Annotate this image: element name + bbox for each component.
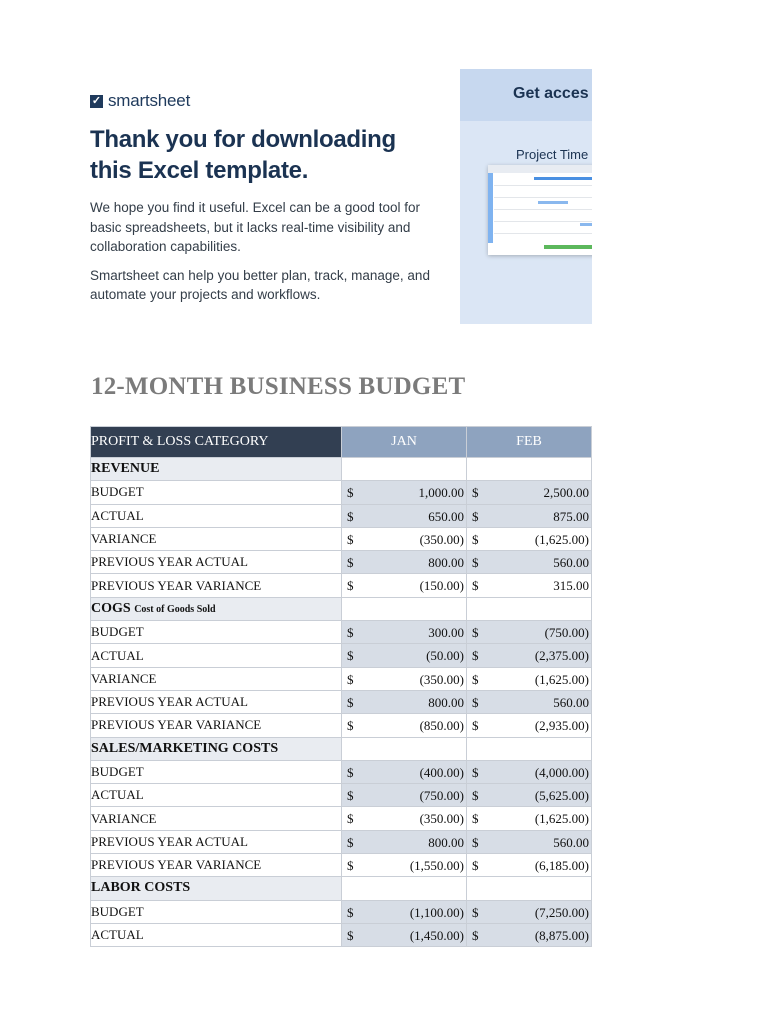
amount: 1,000.00 bbox=[418, 485, 464, 501]
currency-symbol: $ bbox=[347, 858, 354, 874]
table-row bbox=[91, 854, 592, 877]
value-cell-jan[interactable] bbox=[342, 551, 467, 574]
row-label[interactable]: BUDGET bbox=[91, 900, 342, 923]
row-label[interactable]: PREVIOUS YEAR VARIANCE bbox=[91, 854, 342, 877]
row-label[interactable]: ACTUAL bbox=[91, 923, 342, 946]
value-cell-feb[interactable] bbox=[467, 923, 592, 946]
value-cell-jan[interactable] bbox=[342, 784, 467, 807]
value-cell-jan[interactable] bbox=[342, 504, 467, 527]
value-cell-feb[interactable] bbox=[467, 807, 592, 830]
column-header-jan[interactable]: JAN bbox=[342, 427, 467, 458]
budget-table bbox=[90, 426, 592, 947]
currency-symbol: $ bbox=[347, 788, 354, 804]
currency-symbol: $ bbox=[347, 648, 354, 664]
empty-cell[interactable] bbox=[467, 737, 592, 760]
section-name: COGS bbox=[91, 600, 131, 616]
value-cell-jan[interactable] bbox=[342, 644, 467, 667]
value-cell-feb[interactable] bbox=[467, 784, 592, 807]
section-label[interactable] bbox=[91, 458, 342, 481]
document-title: 12-MONTH BUSINESS BUDGET bbox=[91, 373, 466, 400]
value-cell-jan[interactable] bbox=[342, 900, 467, 923]
row-label[interactable]: PREVIOUS YEAR VARIANCE bbox=[91, 714, 342, 737]
value-cell-feb[interactable] bbox=[467, 644, 592, 667]
row-label[interactable]: ACTUAL bbox=[91, 504, 342, 527]
value-cell-feb[interactable] bbox=[467, 900, 592, 923]
amount: 2,500.00 bbox=[543, 485, 589, 501]
currency-symbol: $ bbox=[472, 671, 479, 687]
table-row bbox=[91, 784, 592, 807]
row-label[interactable]: VARIANCE bbox=[91, 527, 342, 550]
amount: (350.00) bbox=[419, 531, 464, 547]
currency-symbol: $ bbox=[347, 531, 354, 547]
currency-symbol: $ bbox=[472, 927, 479, 943]
amount: (1,625.00) bbox=[534, 531, 589, 547]
value-cell-feb[interactable] bbox=[467, 760, 592, 783]
promo-title-line-1: Thank you for downloading bbox=[90, 126, 396, 153]
column-header-category[interactable]: PROFIT & LOSS CATEGORY bbox=[91, 427, 342, 458]
brand-name: smartsheet bbox=[108, 91, 191, 110]
currency-symbol: $ bbox=[347, 671, 354, 687]
currency-symbol: $ bbox=[347, 718, 354, 734]
value-cell-feb[interactable] bbox=[467, 504, 592, 527]
section-label[interactable] bbox=[91, 597, 342, 620]
currency-symbol: $ bbox=[472, 625, 479, 641]
amount: (750.00) bbox=[419, 788, 464, 804]
value-cell-jan[interactable] bbox=[342, 667, 467, 690]
empty-cell[interactable] bbox=[342, 458, 467, 481]
currency-symbol: $ bbox=[347, 694, 354, 710]
currency-symbol: $ bbox=[472, 764, 479, 780]
section-name: SALES/MARKETING COSTS bbox=[91, 740, 279, 756]
budget-table-body bbox=[91, 458, 592, 947]
section-label[interactable] bbox=[91, 877, 342, 900]
preview-heading: Get acces bbox=[513, 85, 589, 102]
value-cell-jan[interactable] bbox=[342, 574, 467, 597]
currency-symbol: $ bbox=[347, 927, 354, 943]
empty-cell[interactable] bbox=[342, 597, 467, 620]
currency-symbol: $ bbox=[472, 508, 479, 524]
currency-symbol: $ bbox=[472, 648, 479, 664]
promo-title-line-2: this Excel template. bbox=[90, 157, 309, 184]
amount: 800.00 bbox=[428, 694, 464, 710]
currency-symbol: $ bbox=[472, 858, 479, 874]
empty-cell[interactable] bbox=[467, 597, 592, 620]
value-cell-jan[interactable] bbox=[342, 854, 467, 877]
table-row bbox=[91, 923, 592, 946]
table-row bbox=[91, 574, 592, 597]
amount: 800.00 bbox=[428, 555, 464, 571]
value-cell-feb[interactable] bbox=[467, 667, 592, 690]
value-cell-feb[interactable] bbox=[467, 574, 592, 597]
currency-symbol: $ bbox=[472, 718, 479, 734]
checkmark-icon: ✓ bbox=[91, 94, 102, 107]
section-row bbox=[91, 458, 592, 481]
currency-symbol: $ bbox=[472, 555, 479, 571]
value-cell-jan[interactable] bbox=[342, 807, 467, 830]
table-row bbox=[91, 667, 592, 690]
row-label[interactable]: BUDGET bbox=[91, 760, 342, 783]
value-cell-jan[interactable] bbox=[342, 830, 467, 853]
amount: (6,185.00) bbox=[534, 858, 589, 874]
promo-title bbox=[90, 124, 450, 186]
currency-symbol: $ bbox=[472, 811, 479, 827]
amount: (400.00) bbox=[419, 764, 464, 780]
amount: 800.00 bbox=[428, 834, 464, 850]
empty-cell[interactable] bbox=[342, 877, 467, 900]
value-cell-jan[interactable] bbox=[342, 760, 467, 783]
amount: (1,550.00) bbox=[409, 858, 464, 874]
promo-banner bbox=[90, 88, 450, 305]
row-label[interactable]: VARIANCE bbox=[91, 667, 342, 690]
empty-cell[interactable] bbox=[342, 737, 467, 760]
value-cell-feb[interactable] bbox=[467, 527, 592, 550]
amount: 560.00 bbox=[553, 834, 589, 850]
amount: 875.00 bbox=[553, 508, 589, 524]
section-name: LABOR COSTS bbox=[91, 880, 191, 896]
amount: (150.00) bbox=[419, 578, 464, 594]
amount: (750.00) bbox=[544, 625, 589, 641]
row-label[interactable]: VARIANCE bbox=[91, 807, 342, 830]
table-row bbox=[91, 690, 592, 713]
amount: (1,450.00) bbox=[409, 927, 464, 943]
row-label[interactable]: ACTUAL bbox=[91, 784, 342, 807]
currency-symbol: $ bbox=[347, 578, 354, 594]
section-note: Cost of Goods Sold bbox=[134, 603, 216, 615]
amount: (350.00) bbox=[419, 811, 464, 827]
currency-symbol: $ bbox=[347, 485, 354, 501]
value-cell-feb[interactable] bbox=[467, 621, 592, 644]
table-row bbox=[91, 644, 592, 667]
currency-symbol: $ bbox=[472, 485, 479, 501]
value-cell-feb[interactable] bbox=[467, 830, 592, 853]
section-label[interactable] bbox=[91, 737, 342, 760]
amount: 315.00 bbox=[553, 578, 589, 594]
section-row bbox=[91, 877, 592, 900]
table-row bbox=[91, 830, 592, 853]
amount: 560.00 bbox=[553, 694, 589, 710]
amount: 560.00 bbox=[553, 555, 589, 571]
value-cell-jan[interactable] bbox=[342, 923, 467, 946]
amount: 300.00 bbox=[428, 625, 464, 641]
empty-cell[interactable] bbox=[467, 877, 592, 900]
row-label[interactable]: PREVIOUS YEAR ACTUAL bbox=[91, 830, 342, 853]
currency-symbol: $ bbox=[347, 625, 354, 641]
amount: (2,375.00) bbox=[534, 648, 589, 664]
section-row bbox=[91, 737, 592, 760]
amount: (350.00) bbox=[419, 671, 464, 687]
row-label[interactable]: BUDGET bbox=[91, 621, 342, 644]
value-cell-feb[interactable] bbox=[467, 551, 592, 574]
preview-subheading: Project Time bbox=[516, 147, 589, 162]
currency-symbol: $ bbox=[472, 788, 479, 804]
value-cell-jan[interactable] bbox=[342, 714, 467, 737]
value-cell-feb[interactable] bbox=[467, 854, 592, 877]
section-row bbox=[91, 597, 592, 620]
currency-symbol: $ bbox=[472, 531, 479, 547]
value-cell-jan[interactable] bbox=[342, 527, 467, 550]
promo-paragraph-1: We hope you find it useful. Excel can be a good tool for basic spreadsheets, but it lacks real-time visibility and collaboration capabilities. bbox=[90, 200, 420, 254]
amount: (8,875.00) bbox=[534, 927, 589, 943]
promo-preview-image[interactable] bbox=[460, 69, 592, 324]
currency-symbol: $ bbox=[472, 904, 479, 920]
currency-symbol: $ bbox=[472, 578, 479, 594]
table-row bbox=[91, 760, 592, 783]
promo-paragraph-2: Smartsheet can help you better plan, track, manage, and automate your projects and workflows. bbox=[90, 267, 430, 302]
table-header-row bbox=[91, 427, 592, 458]
amount: (1,100.00) bbox=[409, 904, 464, 920]
brand-logo[interactable] bbox=[90, 88, 450, 114]
row-label[interactable]: BUDGET bbox=[91, 481, 342, 504]
value-cell-feb[interactable] bbox=[467, 690, 592, 713]
table-row bbox=[91, 714, 592, 737]
amount: (7,250.00) bbox=[534, 904, 589, 920]
row-label[interactable]: ACTUAL bbox=[91, 644, 342, 667]
currency-symbol: $ bbox=[347, 764, 354, 780]
table-row bbox=[91, 504, 592, 527]
amount: (1,625.00) bbox=[534, 671, 589, 687]
currency-symbol: $ bbox=[472, 694, 479, 710]
value-cell-jan[interactable] bbox=[342, 621, 467, 644]
currency-symbol: $ bbox=[347, 508, 354, 524]
row-label[interactable]: PREVIOUS YEAR ACTUAL bbox=[91, 551, 342, 574]
amount: (850.00) bbox=[419, 718, 464, 734]
currency-symbol: $ bbox=[347, 834, 354, 850]
column-header-feb[interactable]: FEB bbox=[467, 427, 592, 458]
amount: (50.00) bbox=[426, 648, 464, 664]
amount: 650.00 bbox=[428, 508, 464, 524]
table-row bbox=[91, 527, 592, 550]
value-cell-jan[interactable] bbox=[342, 481, 467, 504]
gantt-preview-icon bbox=[488, 165, 592, 255]
currency-symbol: $ bbox=[347, 555, 354, 571]
value-cell-jan[interactable] bbox=[342, 690, 467, 713]
value-cell-feb[interactable] bbox=[467, 714, 592, 737]
amount: (2,935.00) bbox=[534, 718, 589, 734]
table-row bbox=[91, 900, 592, 923]
amount: (5,625.00) bbox=[534, 788, 589, 804]
currency-symbol: $ bbox=[472, 834, 479, 850]
table-row bbox=[91, 807, 592, 830]
row-label[interactable]: PREVIOUS YEAR VARIANCE bbox=[91, 574, 342, 597]
currency-symbol: $ bbox=[347, 811, 354, 827]
amount: (1,625.00) bbox=[534, 811, 589, 827]
value-cell-feb[interactable] bbox=[467, 481, 592, 504]
amount: (4,000.00) bbox=[534, 764, 589, 780]
table-row bbox=[91, 481, 592, 504]
row-label[interactable]: PREVIOUS YEAR ACTUAL bbox=[91, 690, 342, 713]
table-row bbox=[91, 551, 592, 574]
empty-cell[interactable] bbox=[467, 458, 592, 481]
section-name: REVENUE bbox=[91, 461, 160, 477]
currency-symbol: $ bbox=[347, 904, 354, 920]
table-row bbox=[91, 621, 592, 644]
